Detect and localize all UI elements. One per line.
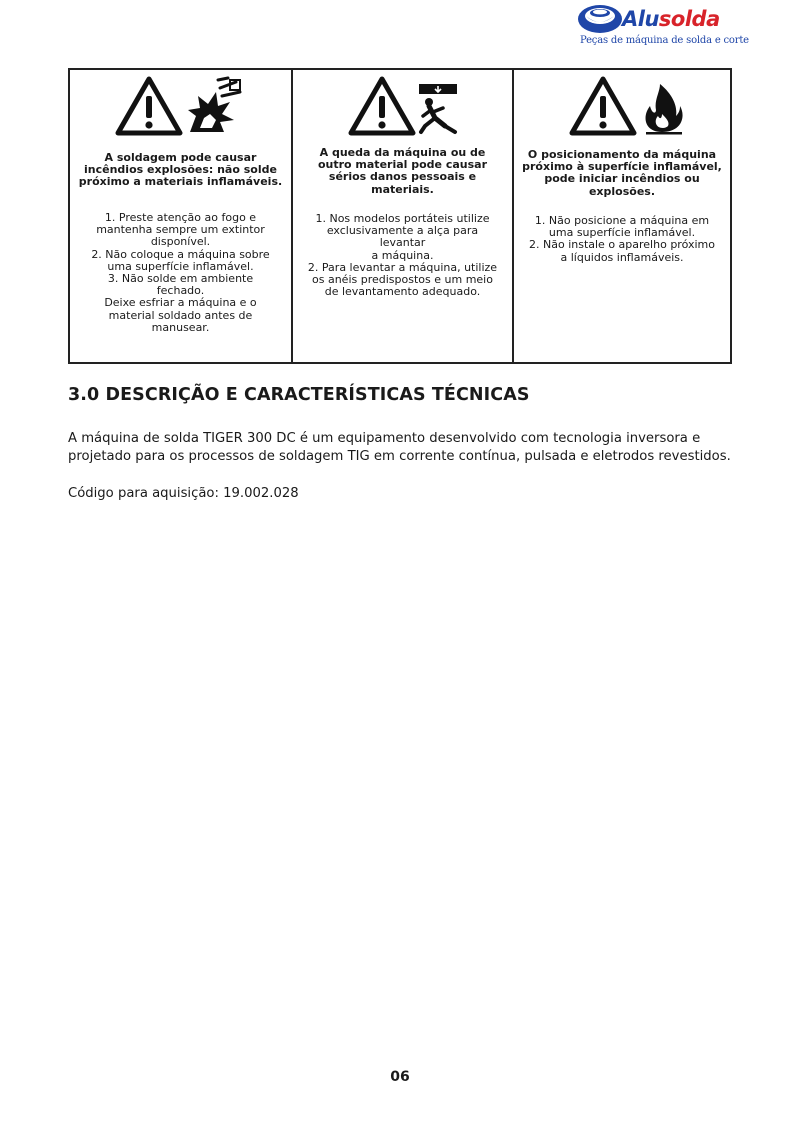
- warning-instructions: [299, 213, 506, 298]
- instruction-line: 2. Não coloque a máquina sobre: [91, 247, 270, 261]
- heading-line: outro material pode causar: [317, 158, 488, 172]
- warning-heading: [76, 152, 285, 189]
- heading-line: incêndios explosões: não solde: [84, 163, 277, 177]
- warning-cell-falling-machine: [291, 70, 512, 362]
- warning-triangle-icon: [572, 79, 634, 133]
- heading-line: A soldagem pode causar: [104, 151, 257, 164]
- brand-logo: [576, 2, 749, 52]
- warning-instructions: [520, 215, 724, 264]
- warning-triangle-icon: [118, 79, 180, 133]
- instruction-line: os anéis predispostos e um meio: [312, 273, 493, 287]
- instruction-line: de levantamento adequado.: [324, 285, 481, 299]
- instruction-line: exclusivamente a alça para: [326, 224, 479, 238]
- instruction-line: disponível.: [150, 235, 211, 249]
- warning-heading: [520, 149, 724, 198]
- falling-load-icon: [419, 84, 457, 132]
- paragraph-line: projetado para os processos de soldagem TIG em corrente contínua, pulsada e eletrodos revestidos.: [68, 449, 731, 464]
- warning-icons: [514, 76, 730, 136]
- instruction-line: Deixe esfriar a máquina e o: [104, 296, 257, 310]
- warning-icons: [70, 76, 291, 136]
- heading-line: materiais.: [371, 182, 434, 196]
- instruction-line: material soldado antes de: [108, 308, 253, 322]
- warning-triangle-icon: [351, 79, 413, 133]
- paragraph-line: A máquina de solda TIGER 300 DC é um equipamento desenvolvido com tecnologia inversora e: [68, 431, 701, 446]
- instruction-line: fechado.: [156, 284, 205, 298]
- warning-cell-fire-explosion: [70, 70, 291, 362]
- safety-warnings-table: [68, 68, 732, 364]
- heading-line: sérios danos pessoais e: [328, 170, 477, 184]
- instruction-line: levantar: [379, 236, 426, 250]
- instruction-line: 2. Para levantar a máquina, utilize: [307, 260, 498, 274]
- instruction-line: a líquidos inflamáveis.: [560, 250, 684, 264]
- logo-swirl-icon: [576, 2, 626, 36]
- heading-line: próximo a materiais inflamáveis.: [78, 175, 283, 189]
- instruction-line: 1. Não posicione a máquina em: [534, 214, 710, 227]
- heading-line: próximo à superfície inflamável,: [522, 160, 722, 174]
- heading-line: A queda da máquina ou de: [319, 146, 486, 159]
- explosion-icon: [188, 78, 240, 132]
- instruction-line: 2. Não instale o aparelho próximo: [529, 238, 715, 252]
- warning-icons: [293, 76, 512, 136]
- logo-word-solda: solda: [658, 7, 720, 31]
- warning-instructions: [76, 212, 285, 334]
- logo-word-alu: Alu: [622, 7, 659, 31]
- instruction-line: a máquina.: [371, 248, 434, 262]
- heading-line: explosões.: [588, 184, 656, 198]
- section-paragraph: [68, 430, 732, 466]
- flame-icon: [646, 84, 683, 135]
- page-number: 06: [390, 1069, 410, 1085]
- logo-wordmark: [622, 6, 720, 32]
- instruction-line: 3. Não solde em ambiente: [107, 272, 254, 286]
- heading-line: O posicionamento da máquina: [527, 148, 717, 161]
- instruction-line: mantenha sempre um extintor: [96, 223, 265, 237]
- logo-tagline: Peças de máquina de solda e corte: [580, 35, 749, 46]
- acquisition-code: Código para aquisição: 19.002.028: [68, 486, 299, 501]
- instruction-line: uma superfície inflamável.: [107, 259, 254, 273]
- warning-cell-flammable-surface: [512, 70, 730, 362]
- instruction-line: uma superfície inflamável.: [548, 226, 696, 240]
- section-title: 3.0 DESCRIÇÃO E CARACTERÍSTICAS TÉCNICAS: [68, 385, 530, 405]
- instruction-line: 1. Preste atenção ao fogo e: [104, 211, 257, 224]
- heading-line: pode iniciar incêndios ou: [544, 172, 700, 186]
- warning-heading: [299, 147, 506, 196]
- instruction-line: manusear.: [151, 320, 210, 334]
- instruction-line: 1. Nos modelos portáteis utilize: [315, 212, 490, 225]
